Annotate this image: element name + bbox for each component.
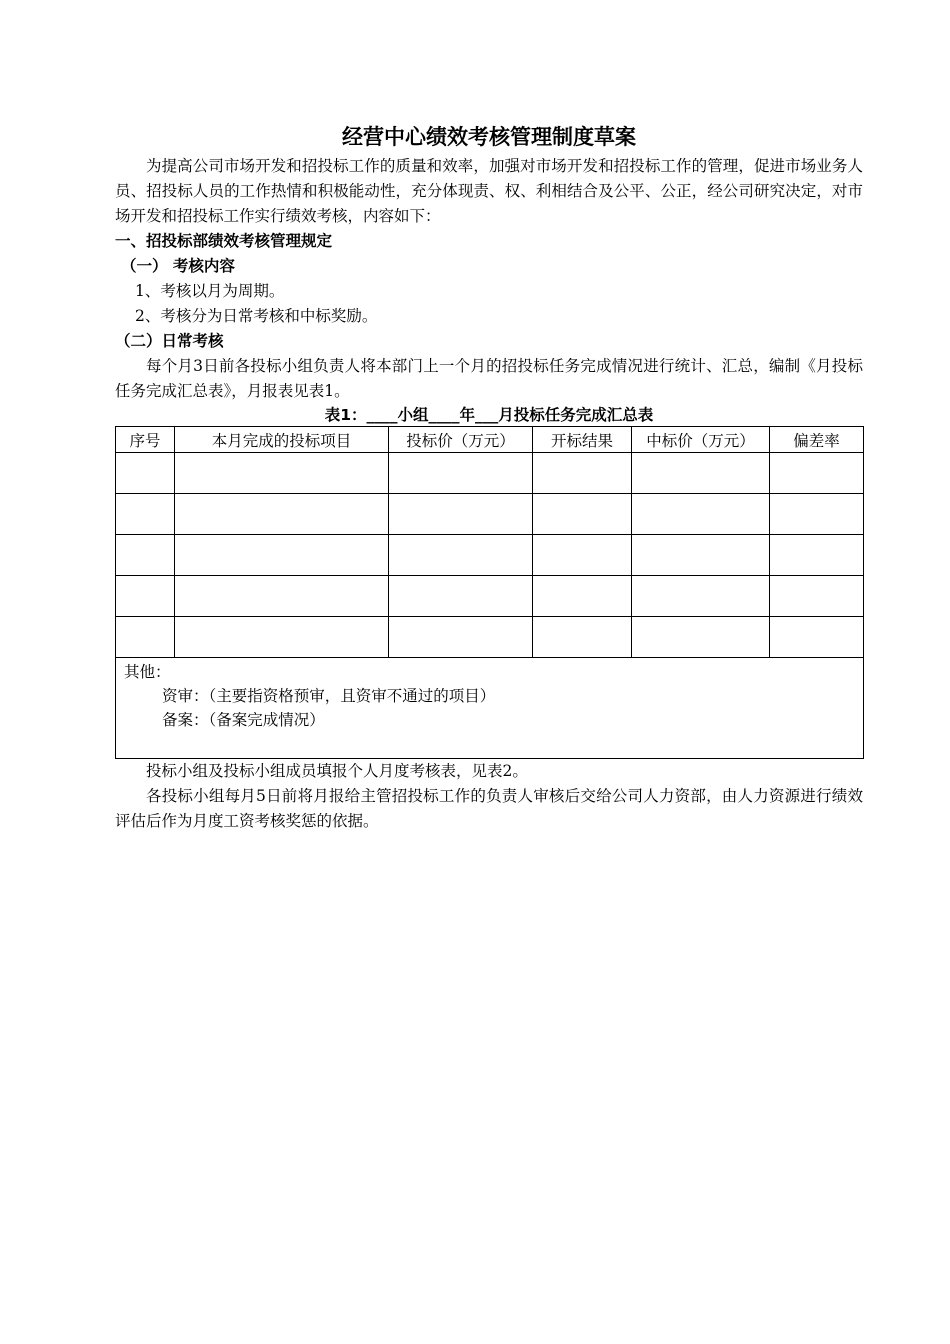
table-cell — [175, 453, 389, 494]
other-label: 其他： — [124, 663, 171, 681]
table-cell — [389, 617, 533, 658]
table-cell — [770, 494, 864, 535]
table-cell — [116, 494, 175, 535]
table-cell — [116, 617, 175, 658]
subsection-heading-daily: （二）日常考核 — [115, 332, 224, 350]
table-row — [116, 576, 864, 617]
daily-paragraph: 每个月3日前各投标小组负责人将本部门上一个月的招投标任务完成情况进行统计、汇总，编制《月投标任务完成汇总表》，月报表见表1。 — [115, 357, 863, 400]
table-cell — [632, 494, 770, 535]
table-cell — [632, 453, 770, 494]
table-other-cell — [116, 658, 864, 759]
table-cell — [175, 494, 389, 535]
document-page — [115, 122, 863, 834]
table-row — [116, 453, 864, 494]
col-header-bid-price: 投标价（万元） — [389, 427, 533, 453]
list-item: 2、考核分为日常考核和中标奖励。 — [135, 307, 378, 325]
section-heading: 一、招投标部绩效考核管理规定 — [115, 232, 333, 250]
closing-paragraph-1: 投标小组及投标小组成员填报个人月度考核表，见表2。 — [146, 762, 528, 780]
col-header-index: 序号 — [116, 427, 175, 453]
table-cell — [175, 576, 389, 617]
table-cell — [632, 535, 770, 576]
summary-table — [115, 426, 864, 759]
table-cell — [533, 617, 632, 658]
table-row — [116, 617, 864, 658]
table-cell — [389, 453, 533, 494]
table-cell — [770, 535, 864, 576]
table-cell — [389, 535, 533, 576]
table-row — [116, 494, 864, 535]
table-cell — [632, 576, 770, 617]
table-cell — [116, 576, 175, 617]
table-cell — [770, 453, 864, 494]
table-cell — [770, 576, 864, 617]
table-caption: 表1：____小组____年___月投标任务完成汇总表 — [324, 406, 654, 424]
subsection-heading-content: （一） 考核内容 — [121, 257, 235, 275]
table-cell — [116, 535, 175, 576]
table-cell — [770, 617, 864, 658]
table-other-row — [116, 658, 864, 759]
table-cell — [389, 576, 533, 617]
table-cell — [175, 617, 389, 658]
table-header-row — [116, 427, 864, 453]
col-header-award-price: 中标价（万元） — [632, 427, 770, 453]
table-cell — [175, 535, 389, 576]
col-header-deviation: 偏差率 — [770, 427, 864, 453]
table-row — [116, 535, 864, 576]
closing-paragraph-2: 各投标小组每月5日前将月报给主管招投标工作的负责人审核后交给公司人力资部，由人力资源进行绩效评估后作为月度工资考核奖惩的依据。 — [115, 787, 863, 830]
other-line-filing: 备案：（备案完成情况） — [162, 711, 325, 729]
table-cell — [632, 617, 770, 658]
table-cell — [533, 535, 632, 576]
table-cell — [533, 494, 632, 535]
col-header-opening-result: 开标结果 — [533, 427, 632, 453]
list-item: 1、考核以月为周期。 — [135, 282, 285, 300]
table-cell — [389, 494, 533, 535]
document-title: 经营中心绩效考核管理制度草案 — [342, 125, 636, 149]
table-cell — [116, 453, 175, 494]
table-cell — [533, 453, 632, 494]
table-cell — [533, 576, 632, 617]
col-header-project: 本月完成的投标项目 — [175, 427, 389, 453]
other-line-qualification: 资审：（主要指资格预审，且资审不通过的项目） — [162, 687, 496, 705]
intro-paragraph: 为提高公司市场开发和招投标工作的质量和效率，加强对市场开发和招投标工作的管理，促进市场业务人员、招投标人员的工作热情和积极能动性，充分体现责、权、利相结合及公平、公正，经公司研究决定，对市场开发和招投标工作实行绩效考核，内容如下： — [115, 157, 863, 225]
